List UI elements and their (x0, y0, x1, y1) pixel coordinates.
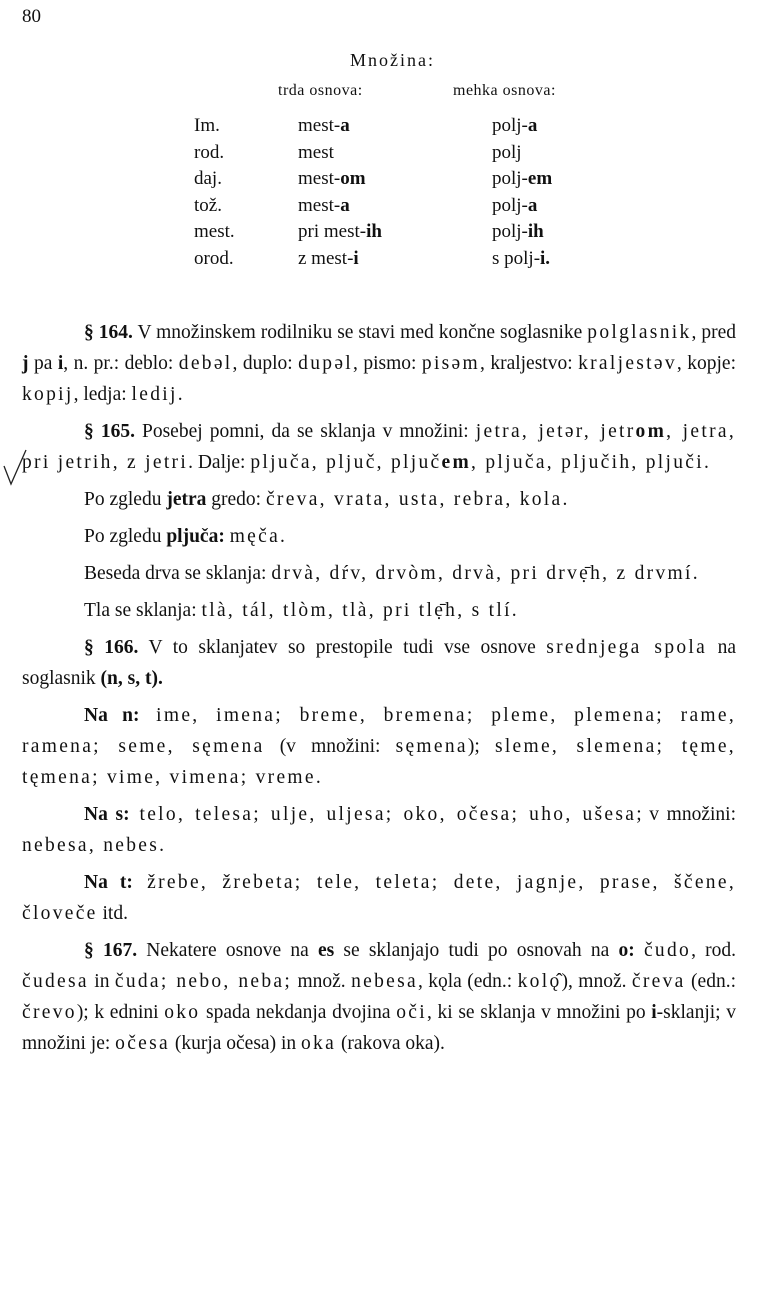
table-row (194, 193, 552, 220)
paragraph-166-t: Na t: žrebe, žrebeta; tele, teleta; dete, jagnje, prase, ščene, človeče itd. (22, 872, 736, 924)
paragraph-166: § 166. V to sklanjatev so prestopile tudi vse osnove srednjega spola na soglasnik (n, s, t). (22, 637, 736, 689)
case-label: daj. (194, 168, 222, 189)
hard-stem-header: trda osnova: (278, 82, 363, 99)
case-label: rod. (194, 141, 225, 163)
paragraph-165-jetra: Po zgledu jetra gredo: čreva, vrata, usta, rebra, kola. (84, 489, 568, 510)
soft-stem-header: mehka osnova: (453, 82, 556, 99)
table-row (194, 246, 552, 273)
body-text (22, 317, 736, 1065)
case-label: tož. (194, 194, 222, 216)
hard-form: mest (298, 141, 334, 163)
case-label: Im. (194, 115, 220, 136)
case-label: mest. (194, 221, 235, 242)
table-row (194, 219, 552, 246)
page-number: 80 (22, 6, 41, 27)
paragraph-166-s: Na s: telo, telesa; ulje, uljesa; oko, očesa; uho, ušesa; v množini: nebesa, nebes. (22, 804, 736, 856)
paragraph-166-n: Na n: ime, imena; breme, bremena; pleme, plemena; rame, ramena; seme, sęmena (v množini: sęmena); sleme, slemena; tęme, tęmena; vime, vimena; vreme. (22, 705, 737, 788)
case-label: orod. (194, 247, 234, 269)
paragraph-165-tla: Tla se sklanja: tlà, tál, tlòm, tlà, pri tlẹ̄h, s tlí. (84, 600, 517, 621)
paragraph-167: § 167. Nekatere osnove na es se sklanjajo tudi po osnovah na o: čudo, rod. čudesa in čuda; nebo, neba; množ. nebesa, kǫla (edn.: kolǫ̂), množ. čreva (edn.: črevo); k ednini oko spada nekdanja dvojina oči, ki se sklanja v množini po i-sklanji; v množini je: očesa (kurja očesa) in oka (rakova oka). (22, 940, 737, 1054)
paragraph-165-drva: Beseda drva se sklanja: drvà, dŕv, drvòm, drvà, pri drvẹ̄h, z drvmí. (84, 563, 698, 584)
soft-form: polj-em (492, 168, 553, 189)
soft-form: polj (492, 141, 522, 163)
table-row (194, 140, 552, 167)
table-row (194, 113, 552, 140)
table-row (194, 166, 552, 193)
soft-form: polj-ih (492, 221, 544, 242)
plural-table-title: Množina: (350, 50, 435, 70)
paragraph-164: § 164. V množinskem rodilniku se stavi med končne soglasnike polglasnik, pred j pa i, n. pr.: deblo: debəl, duplo: dupəl, pismo: pisəm, kraljestvo: kraljestəv, kopje: kopij, ledja: ledij. (22, 322, 736, 405)
soft-form: polj-a (492, 115, 538, 136)
hard-form: z mest-i (298, 247, 359, 269)
hard-form: mest-a (298, 194, 350, 216)
paragraph-165: § 165. Posebej pomni, da se sklanja v množini: jetra, jetər, jetrom, jetra, pri jetrih, z jetri. Dalje: pljuča, pljuč, pljučem, pljuča, pljučih, pljuči. (22, 421, 736, 473)
hard-form: mest-om (298, 168, 366, 189)
hard-form: mest-a (298, 115, 350, 136)
soft-form: s polj-i. (492, 247, 551, 269)
hard-form: pri mest-ih (298, 221, 382, 242)
soft-form: polj-a (492, 194, 538, 216)
paragraph-165-pljuca: Po zgledu pljuča: męča. (84, 526, 285, 547)
declension-table (194, 113, 552, 272)
